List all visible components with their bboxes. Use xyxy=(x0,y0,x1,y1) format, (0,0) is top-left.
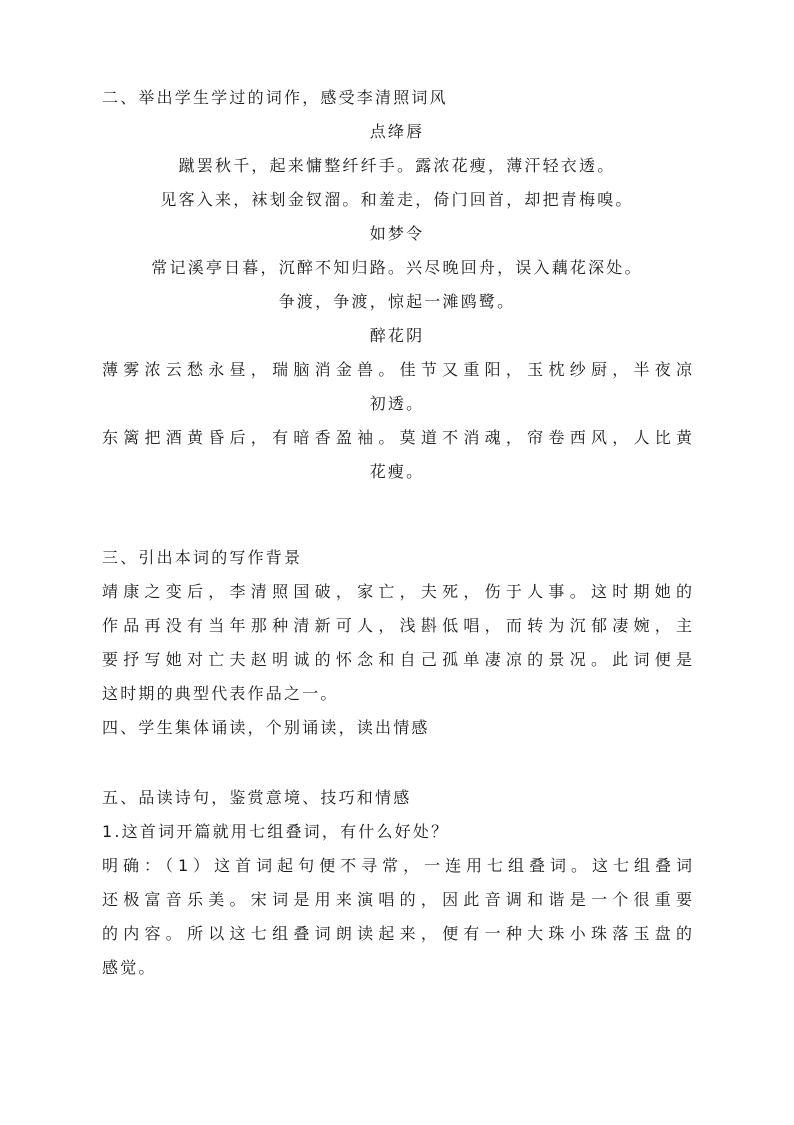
section5-heading: 五、品读诗句，鉴赏意境、技巧和情感 xyxy=(102,788,412,807)
answer-line4: 感觉。 xyxy=(102,958,157,977)
poem3-line1: 薄雾浓云愁永昼，瑞脑消金兽。佳节又重阳，玉枕纱厨，半夜凉 xyxy=(102,360,692,379)
poem3-line4: 花瘦。 xyxy=(369,462,425,481)
section3-heading: 三、引出本词的写作背景 xyxy=(102,548,303,567)
poem1-line1: 蹴罢秋千，起来慵整纤纤手。露浓花瘦，薄汗轻衣透。 xyxy=(178,156,616,175)
section3-para-line4: 这时期的典型代表作品之一。 xyxy=(102,684,339,703)
poem2-line2: 争渡，争渡，惊起一滩鸥鹭。 xyxy=(278,292,516,311)
answer-line1: 明确：（1）这首词起句便不寻常，一连用七组叠词。这七组叠词 xyxy=(102,856,692,875)
poem1-title: 点绛唇 xyxy=(369,122,425,141)
poem3-line2: 初透。 xyxy=(369,394,425,413)
poem3-line3: 东篱把酒黄昏后，有暗香盈袖。莫道不消魂，帘卷西风，人比黄 xyxy=(102,428,692,447)
poem2-title: 如梦令 xyxy=(369,224,425,243)
poem3-title: 醉花阴 xyxy=(369,326,425,345)
poem2-line1: 常记溪亭日暮，沉醉不知归路。兴尽晚回舟，误入藕花深处。 xyxy=(151,258,643,277)
question-1: 1.这首词开篇就用七组叠词，有什么好处？ xyxy=(102,822,450,841)
answer-line3: 的内容。所以这七组叠词朗读起来，便有一种大珠小珠落玉盘的 xyxy=(102,924,692,943)
poem1-line2: 见客入来，袜刬金钗溜。和羞走，倚门回首，却把青梅嗅。 xyxy=(160,190,634,209)
section3-para-line2: 作品再没有当年那种清新可人，浅斟低唱，而转为沉郁凄婉，主 xyxy=(102,616,692,635)
answer-line2: 还极富音乐美。宋词是用来演唱的，因此音调和谐是一个很重要 xyxy=(102,890,692,909)
section3-para-line3: 要抒写她对亡夫赵明诚的怀念和自己孤单凄凉的景况。此词便是 xyxy=(102,650,692,669)
section3-para-line1: 靖康之变后，李清照国破，家亡，夫死，伤于人事。这时期她的 xyxy=(102,582,692,601)
section2-heading: 二、举出学生学过的词作，感受李清照词风 xyxy=(102,88,448,107)
section4-heading: 四、学生集体诵读，个别诵读，读出情感 xyxy=(102,718,430,737)
